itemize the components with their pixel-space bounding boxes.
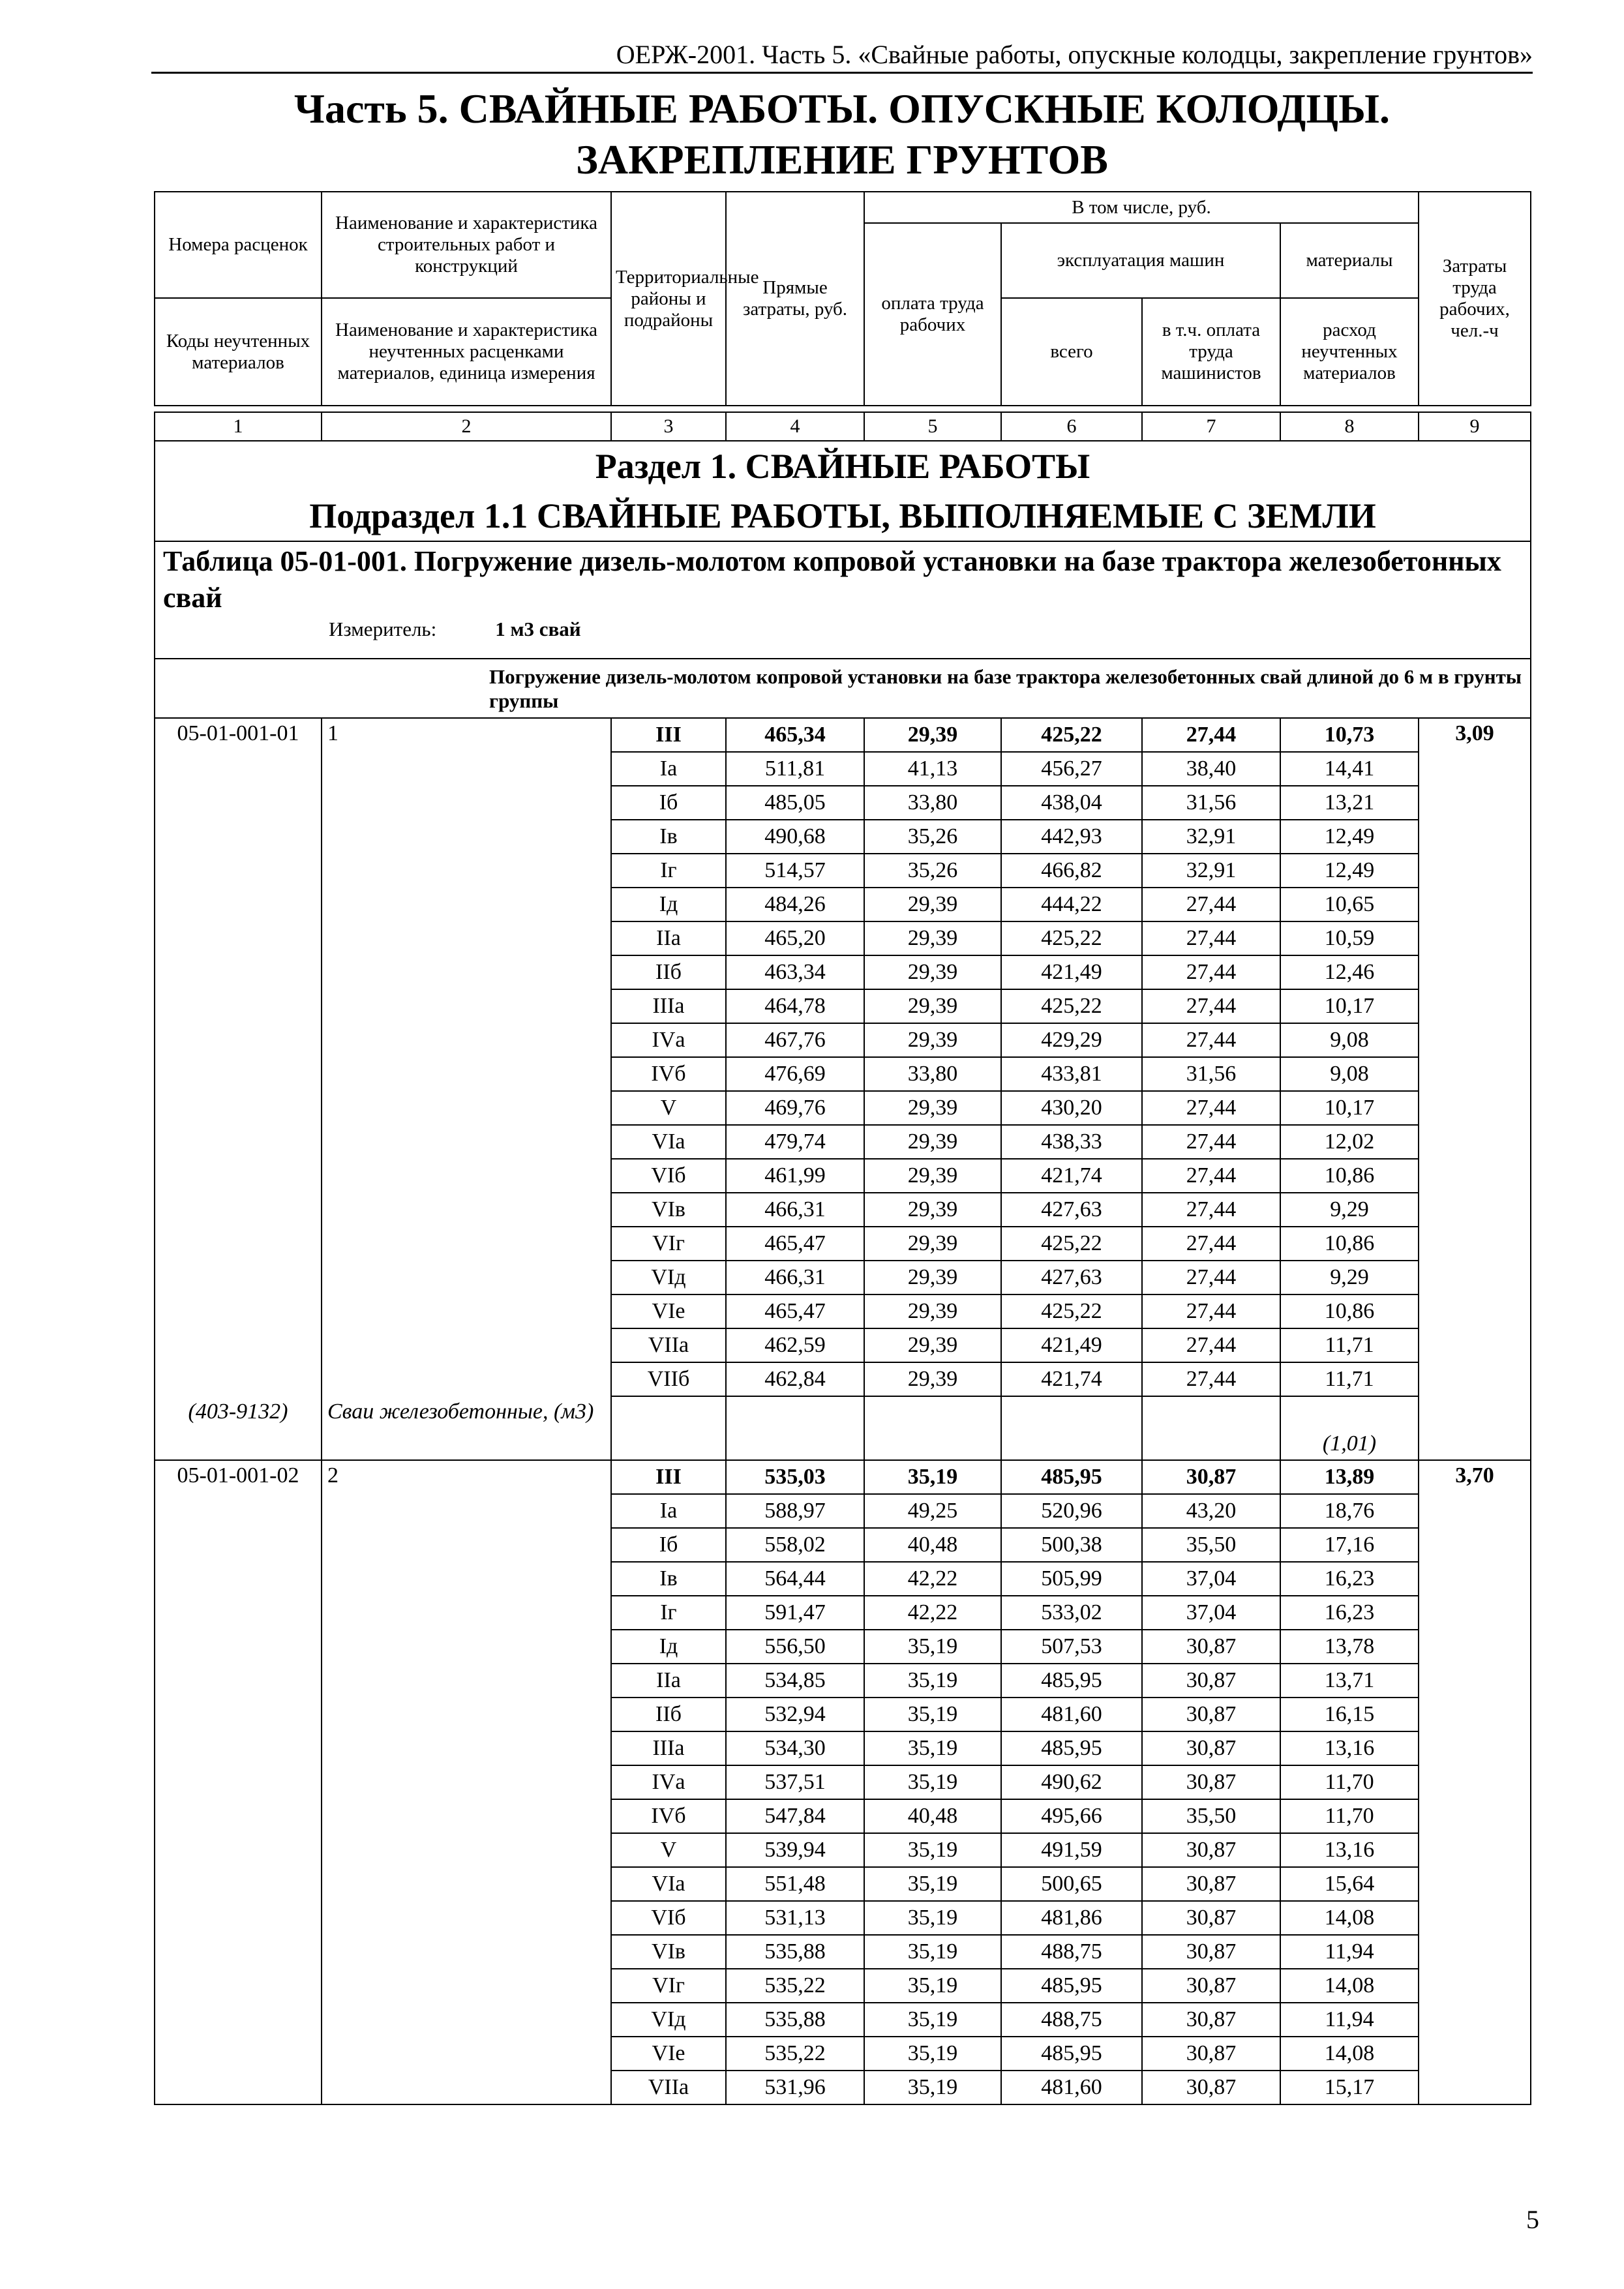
direct-cost-cell: 465,47 xyxy=(726,1294,864,1328)
direct-cost-cell: 469,76 xyxy=(726,1091,864,1125)
empty-cell xyxy=(726,1396,864,1460)
materials-cell: 11,71 xyxy=(1280,1328,1419,1362)
materials-cell: 10,17 xyxy=(1280,1091,1419,1125)
header-col1-bottom: Коды неучтенных материалов xyxy=(155,298,322,406)
machinist-pay-cell: 43,20 xyxy=(1142,1494,1280,1528)
materials-cell: 16,23 xyxy=(1280,1596,1419,1630)
direct-cost-cell: 531,13 xyxy=(726,1901,864,1935)
header-col8: расход неучтенных материалов xyxy=(1280,298,1419,406)
machines-total-cell: 444,22 xyxy=(1001,888,1142,921)
materials-cell: 13,71 xyxy=(1280,1664,1419,1698)
machinist-pay-cell: 30,87 xyxy=(1142,1867,1280,1901)
region-cell: Iб xyxy=(611,786,726,820)
materials-cell: 14,08 xyxy=(1280,1969,1419,2003)
machines-total-cell: 533,02 xyxy=(1001,1596,1142,1630)
table-title-block xyxy=(155,541,1531,659)
region-cell: IIб xyxy=(611,955,726,989)
materials-cell: 12,49 xyxy=(1280,854,1419,888)
direct-cost-cell: 479,74 xyxy=(726,1125,864,1159)
materials-cell: 13,16 xyxy=(1280,1833,1419,1867)
labor-pay-cell: 35,19 xyxy=(864,2071,1001,2104)
machinist-pay-cell: 32,91 xyxy=(1142,820,1280,854)
region-cell: VIг xyxy=(611,1227,726,1261)
labor-pay-cell: 35,19 xyxy=(864,1765,1001,1799)
machinist-pay-cell: 27,44 xyxy=(1142,1362,1280,1396)
machinist-pay-cell: 27,44 xyxy=(1142,955,1280,989)
machines-total-cell: 500,65 xyxy=(1001,1867,1142,1901)
materials-cell: 11,94 xyxy=(1280,1935,1419,1969)
machinist-pay-cell: 38,40 xyxy=(1142,752,1280,786)
labor-pay-cell: 35,19 xyxy=(864,1630,1001,1664)
region-cell: IIа xyxy=(611,1664,726,1698)
labor-pay-cell: 33,80 xyxy=(864,1057,1001,1091)
labor-pay-cell: 29,39 xyxy=(864,1023,1001,1057)
region-cell: VIв xyxy=(611,1935,726,1969)
direct-cost-cell: 535,03 xyxy=(726,1460,864,1494)
work-description-cell xyxy=(155,659,1531,718)
material-code: (403-9132) xyxy=(155,1396,322,1460)
rate-index: 2 xyxy=(322,1460,611,2104)
empty-cell xyxy=(611,1396,726,1460)
machines-total-cell: 481,60 xyxy=(1001,1698,1142,1731)
labor-pay-cell: 29,39 xyxy=(864,1328,1001,1362)
column-number: 7 xyxy=(1142,412,1280,441)
machines-total-cell: 488,75 xyxy=(1001,2003,1142,2037)
region-cell: Iг xyxy=(611,1596,726,1630)
column-number: 4 xyxy=(726,412,864,441)
machines-total-cell: 421,74 xyxy=(1001,1159,1142,1193)
region-cell: IVб xyxy=(611,1799,726,1833)
direct-cost-cell: 588,97 xyxy=(726,1494,864,1528)
machinist-pay-cell: 27,44 xyxy=(1142,989,1280,1023)
direct-cost-cell: 462,84 xyxy=(726,1362,864,1396)
region-cell: Iд xyxy=(611,888,726,921)
labor-pay-cell: 40,48 xyxy=(864,1528,1001,1562)
materials-cell: 10,59 xyxy=(1280,921,1419,955)
rate-code: 05-01-001-02 xyxy=(155,1460,322,2104)
direct-cost-cell: 547,84 xyxy=(726,1799,864,1833)
part-title-line1: Часть 5. СВАЙНЫЕ РАБОТЫ. ОПУСКНЫЕ КОЛОДЦЫ. xyxy=(294,85,1390,132)
machines-total-cell: 456,27 xyxy=(1001,752,1142,786)
materials-cell: 14,41 xyxy=(1280,752,1419,786)
labor-pay-cell: 40,48 xyxy=(864,1799,1001,1833)
direct-cost-cell: 484,26 xyxy=(726,888,864,921)
machines-total-cell: 438,04 xyxy=(1001,786,1142,820)
materials-cell: 16,23 xyxy=(1280,1562,1419,1596)
labor-pay-cell: 35,19 xyxy=(864,1833,1001,1867)
materials-cell: 14,08 xyxy=(1280,1901,1419,1935)
direct-cost-cell: 464,78 xyxy=(726,989,864,1023)
empty-cell xyxy=(1001,1396,1142,1460)
region-cell: VIIб xyxy=(611,1362,726,1396)
region-cell: VIб xyxy=(611,1159,726,1193)
header-col6: всего xyxy=(1001,298,1142,406)
region-cell: VIе xyxy=(611,2037,726,2071)
materials-cell: 10,86 xyxy=(1280,1159,1419,1193)
region-cell: Iд xyxy=(611,1630,726,1664)
machines-total-cell: 421,49 xyxy=(1001,1328,1142,1362)
region-cell: Iв xyxy=(611,820,726,854)
materials-cell: 14,08 xyxy=(1280,2037,1419,2071)
labor-pay-cell: 41,13 xyxy=(864,752,1001,786)
labor-pay-cell: 35,26 xyxy=(864,854,1001,888)
header-col5: оплата труда рабочих xyxy=(864,223,1001,406)
header-materials: материалы xyxy=(1280,223,1419,298)
region-cell: VIд xyxy=(611,1261,726,1294)
machines-total-cell: 425,22 xyxy=(1001,718,1142,752)
labor-pay-cell: 29,39 xyxy=(864,1362,1001,1396)
machinist-pay-cell: 27,44 xyxy=(1142,1193,1280,1227)
machines-total-cell: 485,95 xyxy=(1001,1731,1142,1765)
machinist-pay-cell: 27,44 xyxy=(1142,1261,1280,1294)
region-cell: Iа xyxy=(611,1494,726,1528)
materials-cell: 18,76 xyxy=(1280,1494,1419,1528)
rate-index: 1 xyxy=(322,718,611,1396)
machinist-pay-cell: 27,44 xyxy=(1142,1023,1280,1057)
direct-cost-cell: 511,81 xyxy=(726,752,864,786)
labor-pay-cell: 35,19 xyxy=(864,1867,1001,1901)
section-heading xyxy=(155,441,1531,541)
column-number: 8 xyxy=(1280,412,1419,441)
region-cell: V xyxy=(611,1833,726,1867)
labor-pay-cell: 29,39 xyxy=(864,1159,1001,1193)
machines-total-cell: 507,53 xyxy=(1001,1630,1142,1664)
labor-pay-cell: 29,39 xyxy=(864,921,1001,955)
machines-total-cell: 490,62 xyxy=(1001,1765,1142,1799)
labor-cost-cell: 3,70 xyxy=(1419,1460,1531,2104)
labor-pay-cell: 29,39 xyxy=(864,1125,1001,1159)
page-number: 5 xyxy=(1526,2205,1539,2234)
machinist-pay-cell: 30,87 xyxy=(1142,2003,1280,2037)
direct-cost-cell: 558,02 xyxy=(726,1528,864,1562)
column-number: 9 xyxy=(1419,412,1531,441)
direct-cost-cell: 463,34 xyxy=(726,955,864,989)
column-numbers-row xyxy=(155,412,1531,441)
machines-total-cell: 427,63 xyxy=(1001,1193,1142,1227)
labor-pay-cell: 35,19 xyxy=(864,1969,1001,2003)
region-cell: VIа xyxy=(611,1867,726,1901)
rate-code: 05-01-001-01 xyxy=(155,718,322,1396)
table-row xyxy=(155,718,1531,752)
direct-cost-cell: 535,22 xyxy=(726,1969,864,2003)
labor-pay-cell: 35,19 xyxy=(864,1935,1001,1969)
materials-cell: 11,70 xyxy=(1280,1799,1419,1833)
direct-cost-cell: 537,51 xyxy=(726,1765,864,1799)
section-title: Раздел 1. СВАЙНЫЕ РАБОТЫ xyxy=(595,447,1090,486)
region-cell: VIв xyxy=(611,1193,726,1227)
machines-total-cell: 495,66 xyxy=(1001,1799,1142,1833)
materials-cell: 10,73 xyxy=(1280,718,1419,752)
region-cell: III xyxy=(611,1460,726,1494)
column-number: 5 xyxy=(864,412,1001,441)
materials-cell: 9,29 xyxy=(1280,1193,1419,1227)
region-cell: III xyxy=(611,718,726,752)
region-cell: IIIа xyxy=(611,989,726,1023)
material-quantity: (1,01) xyxy=(1280,1396,1419,1460)
region-cell: VIд xyxy=(611,2003,726,2037)
direct-cost-cell: 534,85 xyxy=(726,1664,864,1698)
header-col7: в т.ч. оплата труда машинистов xyxy=(1142,298,1280,406)
materials-cell: 9,29 xyxy=(1280,1261,1419,1294)
table-title: Таблица 05-01-001. Погружение дизель-молотом копровой установки на базе трактора железобетонных свай xyxy=(163,545,1501,614)
labor-pay-cell: 35,19 xyxy=(864,1731,1001,1765)
machines-total-cell: 485,95 xyxy=(1001,1969,1142,2003)
machines-total-cell: 505,99 xyxy=(1001,1562,1142,1596)
machines-total-cell: 485,95 xyxy=(1001,1460,1142,1494)
header-machines: эксплуатация машин xyxy=(1001,223,1280,298)
direct-cost-cell: 534,30 xyxy=(726,1731,864,1765)
direct-cost-cell: 532,94 xyxy=(726,1698,864,1731)
materials-cell: 10,17 xyxy=(1280,989,1419,1023)
machines-total-cell: 466,82 xyxy=(1001,854,1142,888)
machines-total-cell: 481,86 xyxy=(1001,1901,1142,1935)
machinist-pay-cell: 27,44 xyxy=(1142,1091,1280,1125)
machines-total-cell: 500,38 xyxy=(1001,1528,1142,1562)
machinist-pay-cell: 30,87 xyxy=(1142,2037,1280,2071)
empty-cell xyxy=(864,1396,1001,1460)
materials-cell: 13,78 xyxy=(1280,1630,1419,1664)
column-number: 1 xyxy=(155,412,322,441)
materials-cell: 9,08 xyxy=(1280,1057,1419,1091)
machines-total-cell: 427,63 xyxy=(1001,1261,1142,1294)
column-number: 6 xyxy=(1001,412,1142,441)
direct-cost-cell: 539,94 xyxy=(726,1833,864,1867)
machinist-pay-cell: 30,87 xyxy=(1142,1698,1280,1731)
labor-pay-cell: 29,39 xyxy=(864,1261,1001,1294)
region-cell: VIIа xyxy=(611,2071,726,2104)
materials-cell: 13,89 xyxy=(1280,1460,1419,1494)
region-cell: IVб xyxy=(611,1057,726,1091)
machines-total-cell: 421,49 xyxy=(1001,955,1142,989)
machinist-pay-cell: 30,87 xyxy=(1142,1765,1280,1799)
machinist-pay-cell: 37,04 xyxy=(1142,1562,1280,1596)
region-cell: IIб xyxy=(611,1698,726,1731)
machinist-pay-cell: 27,44 xyxy=(1142,718,1280,752)
machinist-pay-cell: 30,87 xyxy=(1142,1969,1280,2003)
part-title-line2: ЗАКРЕПЛЕНИЕ ГРУНТОВ xyxy=(576,136,1108,183)
machinist-pay-cell: 35,50 xyxy=(1142,1799,1280,1833)
column-number: 2 xyxy=(322,412,611,441)
materials-cell: 12,49 xyxy=(1280,820,1419,854)
labor-pay-cell: 35,19 xyxy=(864,1698,1001,1731)
machinist-pay-cell: 27,44 xyxy=(1142,1125,1280,1159)
machinist-pay-cell: 27,44 xyxy=(1142,1294,1280,1328)
labor-pay-cell: 35,19 xyxy=(864,2037,1001,2071)
machines-total-cell: 425,22 xyxy=(1001,921,1142,955)
region-cell: IVа xyxy=(611,1023,726,1057)
machinist-pay-cell: 30,87 xyxy=(1142,1664,1280,1698)
direct-cost-cell: 535,88 xyxy=(726,2003,864,2037)
machines-total-cell: 488,75 xyxy=(1001,1935,1142,1969)
machines-total-cell: 438,33 xyxy=(1001,1125,1142,1159)
empty-cell xyxy=(1142,1396,1280,1460)
unit-row xyxy=(159,616,1526,641)
material-name: Сваи железобетонные, (м3) xyxy=(322,1396,611,1460)
labor-cost-cell: 3,09 xyxy=(1419,718,1531,1460)
region-cell: Iб xyxy=(611,1528,726,1562)
table-body xyxy=(155,192,1531,2104)
machines-total-cell: 433,81 xyxy=(1001,1057,1142,1091)
header-rule xyxy=(151,72,1533,74)
materials-cell: 10,86 xyxy=(1280,1227,1419,1261)
region-cell: IVа xyxy=(611,1765,726,1799)
materials-cell: 15,17 xyxy=(1280,2071,1419,2104)
direct-cost-cell: 535,88 xyxy=(726,1935,864,1969)
direct-cost-cell: 564,44 xyxy=(726,1562,864,1596)
materials-cell: 17,16 xyxy=(1280,1528,1419,1562)
region-cell: VIе xyxy=(611,1294,726,1328)
labor-pay-cell: 33,80 xyxy=(864,786,1001,820)
machinist-pay-cell: 27,44 xyxy=(1142,921,1280,955)
header-col2-top: Наименование и характеристика строительных работ и конструкций xyxy=(322,192,611,298)
region-cell: Iв xyxy=(611,1562,726,1596)
materials-cell: 12,46 xyxy=(1280,955,1419,989)
subsection-title: Подраздел 1.1 СВАЙНЫЕ РАБОТЫ, ВЫПОЛНЯЕМЫЕ С ЗЕМЛИ xyxy=(309,496,1376,535)
region-cell: VIг xyxy=(611,1969,726,2003)
machines-total-cell: 425,22 xyxy=(1001,989,1142,1023)
machinist-pay-cell: 30,87 xyxy=(1142,1731,1280,1765)
labor-pay-cell: 29,39 xyxy=(864,989,1001,1023)
labor-pay-cell: 29,39 xyxy=(864,718,1001,752)
materials-cell: 13,21 xyxy=(1280,786,1419,820)
machinist-pay-cell: 27,44 xyxy=(1142,1227,1280,1261)
labor-pay-cell: 35,19 xyxy=(864,2003,1001,2037)
labor-pay-cell: 29,39 xyxy=(864,1227,1001,1261)
materials-cell: 16,15 xyxy=(1280,1698,1419,1731)
unit-label: Измеритель: xyxy=(329,618,437,640)
direct-cost-cell: 465,34 xyxy=(726,718,864,752)
direct-cost-cell: 591,47 xyxy=(726,1596,864,1630)
direct-cost-cell: 461,99 xyxy=(726,1159,864,1193)
header-col3: Территориальные районы и подрайоны xyxy=(611,192,726,406)
labor-pay-cell: 35,19 xyxy=(864,1460,1001,1494)
machinist-pay-cell: 27,44 xyxy=(1142,1159,1280,1193)
machines-total-cell: 429,29 xyxy=(1001,1023,1142,1057)
machines-total-cell: 421,74 xyxy=(1001,1362,1142,1396)
header-gap xyxy=(155,406,1531,412)
machines-total-cell: 520,96 xyxy=(1001,1494,1142,1528)
direct-cost-cell: 514,57 xyxy=(726,854,864,888)
machinist-pay-cell: 35,50 xyxy=(1142,1528,1280,1562)
region-cell: VIб xyxy=(611,1901,726,1935)
materials-cell: 9,08 xyxy=(1280,1023,1419,1057)
materials-cell: 10,65 xyxy=(1280,888,1419,921)
labor-pay-cell: 29,39 xyxy=(864,1193,1001,1227)
machinist-pay-cell: 27,44 xyxy=(1142,888,1280,921)
direct-cost-cell: 476,69 xyxy=(726,1057,864,1091)
machines-total-cell: 485,95 xyxy=(1001,2037,1142,2071)
direct-cost-cell: 531,96 xyxy=(726,2071,864,2104)
direct-cost-cell: 465,20 xyxy=(726,921,864,955)
direct-cost-cell: 490,68 xyxy=(726,820,864,854)
machinist-pay-cell: 30,87 xyxy=(1142,2071,1280,2104)
machinist-pay-cell: 32,91 xyxy=(1142,854,1280,888)
region-cell: V xyxy=(611,1091,726,1125)
machines-total-cell: 442,93 xyxy=(1001,820,1142,854)
running-header: ОЕРЖ-2001. Часть 5. «Свайные работы, опускные колодцы, закрепление грунтов» xyxy=(616,40,1533,69)
machines-total-cell: 430,20 xyxy=(1001,1091,1142,1125)
direct-cost-cell: 467,76 xyxy=(726,1023,864,1057)
header-incl: В том числе, руб. xyxy=(864,192,1419,223)
machinist-pay-cell: 30,87 xyxy=(1142,1935,1280,1969)
machines-total-cell: 491,59 xyxy=(1001,1833,1142,1867)
labor-pay-cell: 35,26 xyxy=(864,820,1001,854)
unit-value: 1 м3 свай xyxy=(495,618,581,640)
region-cell: IIа xyxy=(611,921,726,955)
machinist-pay-cell: 31,56 xyxy=(1142,1057,1280,1091)
labor-pay-cell: 42,22 xyxy=(864,1596,1001,1630)
direct-cost-cell: 466,31 xyxy=(726,1193,864,1227)
machinist-pay-cell: 31,56 xyxy=(1142,786,1280,820)
materials-cell: 11,70 xyxy=(1280,1765,1419,1799)
header-col4: Прямые затраты, руб. xyxy=(726,192,864,406)
machinist-pay-cell: 30,87 xyxy=(1142,1460,1280,1494)
labor-pay-cell: 29,39 xyxy=(864,1294,1001,1328)
work-description: Погружение дизель-молотом копровой установки на базе трактора железобетонных свай длиной до 6 м в грунты группы xyxy=(489,665,1522,712)
part-title xyxy=(151,83,1533,185)
direct-cost-cell: 551,48 xyxy=(726,1867,864,1901)
machines-total-cell: 481,60 xyxy=(1001,2071,1142,2104)
direct-cost-cell: 535,22 xyxy=(726,2037,864,2071)
table-row xyxy=(155,1460,1531,1494)
materials-cell: 10,86 xyxy=(1280,1294,1419,1328)
material-row xyxy=(155,1396,1531,1460)
region-cell: VIIа xyxy=(611,1328,726,1362)
machinist-pay-cell: 27,44 xyxy=(1142,1328,1280,1362)
direct-cost-cell: 556,50 xyxy=(726,1630,864,1664)
region-cell: Iг xyxy=(611,854,726,888)
header-col9: Затраты труда рабочих, чел.-ч xyxy=(1419,192,1531,406)
machines-total-cell: 485,95 xyxy=(1001,1664,1142,1698)
machinist-pay-cell: 30,87 xyxy=(1142,1630,1280,1664)
labor-pay-cell: 35,19 xyxy=(864,1664,1001,1698)
machinist-pay-cell: 37,04 xyxy=(1142,1596,1280,1630)
labor-pay-cell: 42,22 xyxy=(864,1562,1001,1596)
direct-cost-cell: 485,05 xyxy=(726,786,864,820)
labor-pay-cell: 29,39 xyxy=(864,1091,1001,1125)
region-cell: VIа xyxy=(611,1125,726,1159)
labor-pay-cell: 35,19 xyxy=(864,1901,1001,1935)
labor-pay-cell: 29,39 xyxy=(864,955,1001,989)
materials-cell: 15,64 xyxy=(1280,1867,1419,1901)
machines-total-cell: 425,22 xyxy=(1001,1294,1142,1328)
header-col2-bottom: Наименование и характеристика неучтенных расценками материалов, единица измерения xyxy=(322,298,611,406)
materials-cell: 11,94 xyxy=(1280,2003,1419,2037)
labor-pay-cell: 49,25 xyxy=(864,1494,1001,1528)
direct-cost-cell: 465,47 xyxy=(726,1227,864,1261)
materials-cell: 13,16 xyxy=(1280,1731,1419,1765)
price-table xyxy=(154,191,1531,2105)
machines-total-cell: 425,22 xyxy=(1001,1227,1142,1261)
direct-cost-cell: 466,31 xyxy=(726,1261,864,1294)
column-number: 3 xyxy=(611,412,726,441)
header-col1-top: Номера расценок xyxy=(155,192,322,298)
machinist-pay-cell: 30,87 xyxy=(1142,1833,1280,1867)
region-cell: Iа xyxy=(611,752,726,786)
materials-cell: 12,02 xyxy=(1280,1125,1419,1159)
direct-cost-cell: 462,59 xyxy=(726,1328,864,1362)
region-cell: IIIа xyxy=(611,1731,726,1765)
materials-cell: 11,71 xyxy=(1280,1362,1419,1396)
labor-pay-cell: 29,39 xyxy=(864,888,1001,921)
machinist-pay-cell: 30,87 xyxy=(1142,1901,1280,1935)
